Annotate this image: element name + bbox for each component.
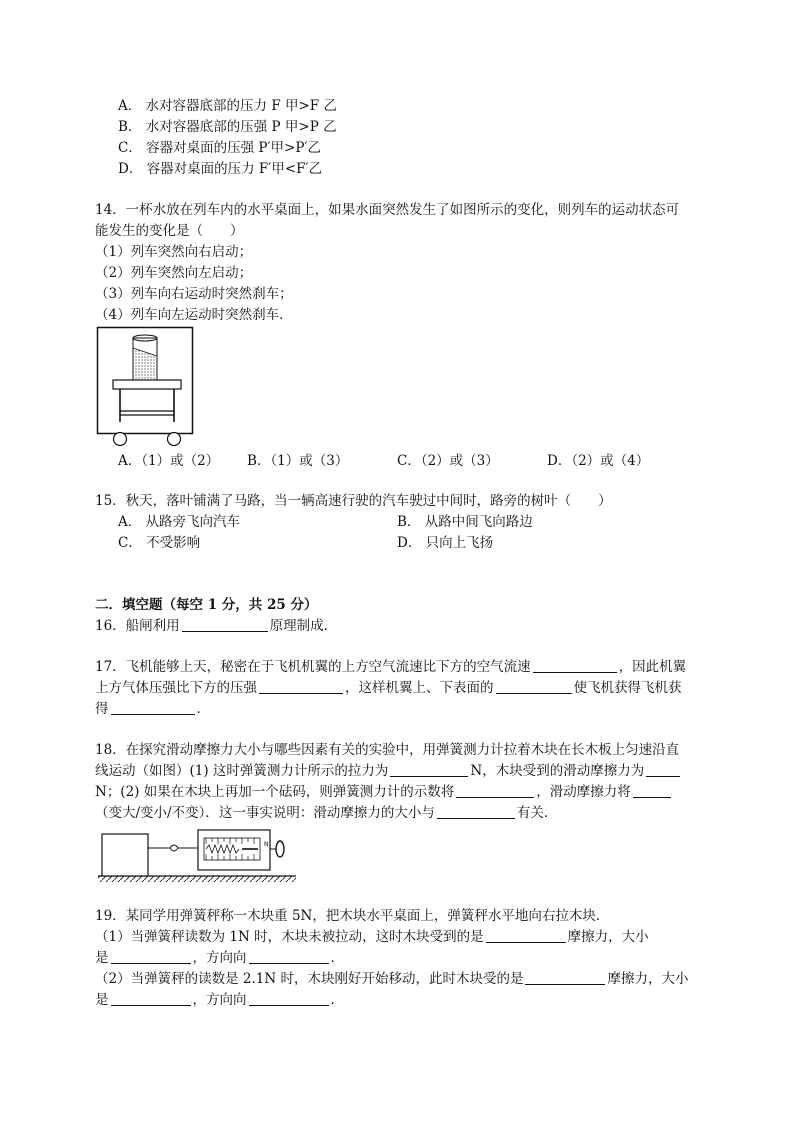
- answer-blank[interactable]: [633, 783, 671, 798]
- answer-blank[interactable]: [390, 762, 468, 777]
- q14-choice-d: D．（2）或（4）: [547, 453, 650, 469]
- q19-part2-line1: [95, 969, 688, 990]
- answer-blank[interactable]: [249, 991, 329, 1006]
- q14-choice-a: A．（1）或（2）: [118, 453, 220, 469]
- q14-item-1: （1）列车突然向右启动；: [95, 244, 253, 260]
- answer-blank[interactable]: [486, 928, 566, 943]
- q19-text: ，方向向: [192, 992, 247, 1008]
- q17-text: ，这样机翼上、下表面的: [345, 680, 494, 696]
- q17-line1: [95, 657, 686, 678]
- q15-stem: 15．秋天，落叶铺满了马路，当一辆高速行驶的汽车驶过中间时，路旁的树叶（ ）: [95, 493, 612, 509]
- q18-text: 有关．: [516, 805, 558, 821]
- q19-text: 是: [95, 950, 109, 966]
- answer-blank[interactable]: [182, 617, 268, 632]
- q19-part2-line2: [95, 990, 344, 1011]
- q15-choice-d: D． 只向上飞扬: [397, 535, 494, 551]
- answer-blank[interactable]: [259, 679, 343, 694]
- scale-unit-label: N: [264, 841, 269, 848]
- q17-text: ，因此机翼: [618, 659, 687, 675]
- q17-text: 17．飞机能够上天，秘密在于飞机机翼的上方空气流速比下方的空气流速: [95, 659, 531, 675]
- q15-choice-c: C． 不受影响: [118, 535, 201, 551]
- q18-text: （变大/变小/不变）．这一事实说明：滑动摩擦力的大小与: [95, 805, 435, 821]
- train-cup-figure: [96, 326, 196, 448]
- q14-stem-line1: 14．一杯水放在列车内的水平桌面上，如果水面突然发生了如图所示的变化，则列车的运动状态可: [95, 202, 680, 218]
- answer-blank[interactable]: [111, 991, 191, 1006]
- answer-blank[interactable]: [646, 762, 680, 777]
- answer-blank[interactable]: [533, 658, 617, 673]
- q19-part1-line2: [95, 948, 344, 969]
- q15-choice-b: B． 从路中间飞向路边: [397, 514, 533, 530]
- answer-blank[interactable]: [111, 700, 195, 715]
- q17-text: 得: [95, 701, 109, 717]
- q13-option-a: A． 水对容器底部的压力 F 甲>F 乙: [118, 98, 337, 114]
- q17-line3: [95, 699, 210, 720]
- q19-text: 是: [95, 992, 109, 1008]
- q16-text-a: 16．船闸利用: [95, 618, 180, 634]
- q13-option-d: D． 容器对桌面的压力 F′甲<F′乙: [118, 161, 323, 177]
- q18-text: 线运动（如图）(1) 这时弹簧测力计所示的拉力为: [95, 763, 389, 779]
- q13-option-b: B． 水对容器底部的压强 P 甲>P 乙: [118, 119, 337, 135]
- q18-text: ，滑动摩擦力将: [536, 784, 631, 800]
- answer-blank[interactable]: [456, 783, 534, 798]
- q19-text: 摩擦力，大小: [607, 971, 689, 987]
- answer-blank[interactable]: [437, 804, 515, 819]
- q17-text: 上方气体压强比下方的压强: [95, 680, 257, 696]
- q18-line1: 18．在探究滑动摩擦力大小与哪些因素有关的实验中，用弹簧测力计拉着木块在长木板上匀速沿直: [95, 742, 680, 758]
- answer-blank[interactable]: [496, 679, 572, 694]
- q19-text: ，方向向: [192, 950, 247, 966]
- answer-blank[interactable]: [249, 949, 329, 964]
- answer-blank[interactable]: [111, 949, 191, 964]
- section-2-title: 二．填空题（每空 1 分，共 25 分）: [95, 597, 318, 613]
- q14-item-2: （2）列车突然向左启动；: [95, 265, 253, 281]
- q19-part1-line1: [95, 927, 649, 948]
- q18-line3: [95, 782, 673, 803]
- q14-choice-b: B．（1）或（3）: [247, 453, 349, 469]
- q18-text: N；(2) 如果在木块上再加一个砝码，则弹簧测力计的示数将: [95, 784, 455, 800]
- q19-text: （2）当弹簧秤的读数是 2.1N 时，木块刚好开始移动，此时木块受的是: [95, 971, 524, 987]
- q14-item-4: （4）列车向左运动时突然刹车．: [95, 307, 293, 323]
- q13-option-c: C． 容器对桌面的压强 P′甲>P′乙: [118, 140, 322, 156]
- q14-choice-c: C．（2）或（3）: [397, 453, 499, 469]
- q17-text: 使飞机获得飞机获: [573, 680, 682, 696]
- q16: [95, 616, 337, 637]
- q19-text: ．: [330, 950, 344, 966]
- q19-stem: 19．某同学用弹簧秤称一木块重 5N，把木块水平桌面上，弹簧秤水平地向右拉木块．: [95, 908, 610, 924]
- q16-text-b: 原理制成．: [269, 618, 338, 634]
- friction-experiment-figure: [96, 826, 298, 884]
- q19-text: 摩擦力，大小: [567, 929, 649, 945]
- q14-item-3: （3）列车向右运动时突然刹车；: [95, 286, 293, 302]
- q18-line4: [95, 803, 557, 824]
- q14-stem-line2: 能发生的变化是（ ）: [95, 223, 244, 239]
- q18-text: N，木块受到的滑动摩擦力为: [470, 763, 645, 779]
- answer-blank[interactable]: [525, 970, 605, 985]
- q17-line2: [95, 678, 682, 699]
- q15-choice-a: A． 从路旁飞向汽车: [118, 514, 241, 530]
- q19-text: ．: [330, 992, 344, 1008]
- q19-text: （1）当弹簧秤读数为 1N 时，木块未被拉动，这时木块受到的是: [95, 929, 484, 945]
- q17-text: ．: [196, 701, 210, 717]
- q18-line2: [95, 761, 682, 782]
